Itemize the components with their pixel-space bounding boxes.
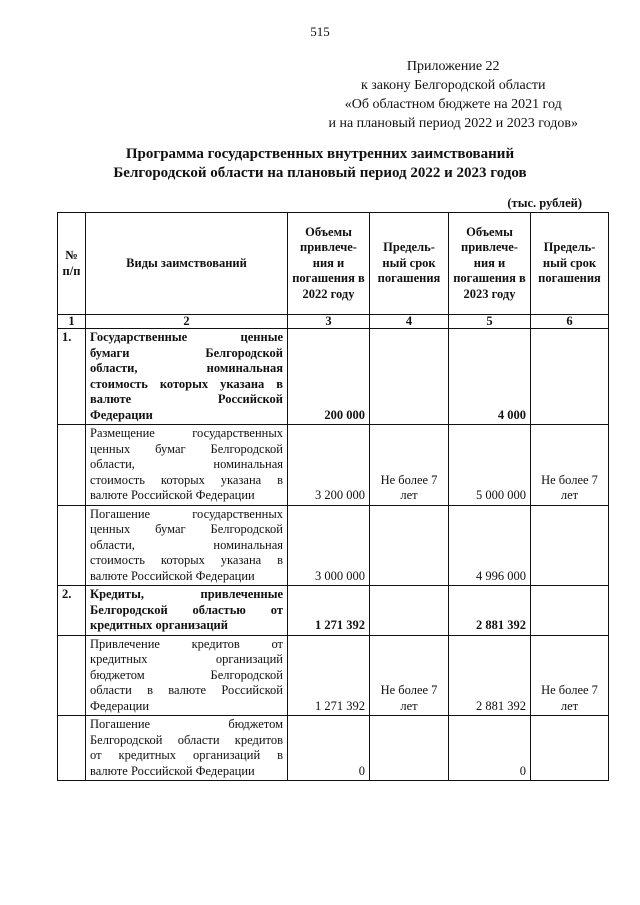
appendix-line: к закону Белгородской области bbox=[360, 78, 546, 93]
column-number-row bbox=[58, 315, 609, 329]
document-title bbox=[0, 145, 640, 183]
borrowing-type bbox=[86, 716, 288, 781]
borrowing-type-line: области, номинальная bbox=[90, 457, 283, 471]
borrowing-type-line: Кредиты, привлеченные bbox=[90, 587, 283, 601]
row-number bbox=[58, 635, 86, 716]
volume-2023: 0 bbox=[449, 716, 531, 781]
borrowing-type-line: Федерации bbox=[90, 698, 150, 713]
volume-2023: 4 996 000 bbox=[449, 505, 531, 586]
header-term-2022: Предель-ный срок погашения bbox=[370, 213, 449, 315]
term-2022 bbox=[370, 329, 449, 425]
column-number: 3 bbox=[288, 315, 370, 329]
borrowing-type-line: стоимость которых указана в bbox=[90, 553, 283, 567]
borrowing-type-line: области, номинальная bbox=[90, 537, 283, 552]
term-2022 bbox=[370, 716, 449, 781]
header-num: № п/п bbox=[58, 213, 86, 315]
column-number: 6 bbox=[531, 315, 609, 329]
borrowing-type bbox=[86, 329, 288, 425]
volume-2022: 3 000 000 bbox=[288, 505, 370, 586]
table-row bbox=[58, 635, 609, 716]
borrowing-type-line: стоимость которых указана в bbox=[90, 472, 283, 487]
borrowing-type-line: кредитных организаций bbox=[90, 652, 283, 666]
borrowing-type-line: Белгородской области кредитов bbox=[90, 732, 283, 747]
title-line: Программа государственных внутренних заимствований bbox=[125, 146, 515, 162]
borrowing-type bbox=[86, 505, 288, 586]
borrowing-type-line: кредитных организаций bbox=[90, 618, 228, 632]
header-term-2023: Предель-ный срок погашения bbox=[531, 213, 609, 315]
borrowing-type-line: валюте Российской Федерации bbox=[90, 488, 255, 502]
term-2023: Не более 7 лет bbox=[531, 425, 609, 506]
term-2023 bbox=[531, 716, 609, 781]
column-number: 4 bbox=[370, 315, 449, 329]
volume-2022: 200 000 bbox=[288, 329, 370, 425]
column-number: 5 bbox=[449, 315, 531, 329]
term-2022: Не более 7 лет bbox=[370, 635, 449, 716]
borrowing-type bbox=[86, 635, 288, 716]
volume-2022: 3 200 000 bbox=[288, 425, 370, 506]
borrowing-type-line: Погашение государственных bbox=[90, 506, 283, 521]
column-number: 2 bbox=[86, 315, 288, 329]
column-number: 1 bbox=[58, 315, 86, 329]
title-line: Белгородской области на плановый период 2022 и 2023 годов bbox=[113, 165, 527, 181]
appendix-line: и на плановый период 2022 и 2023 годов» bbox=[328, 116, 578, 131]
term-2022 bbox=[370, 586, 449, 636]
term-2022: Не более 7 лет bbox=[370, 425, 449, 506]
table-row bbox=[58, 716, 609, 781]
header-row bbox=[58, 213, 609, 315]
page-number: 515 bbox=[310, 24, 330, 39]
row-number bbox=[58, 425, 86, 506]
table-row bbox=[58, 586, 609, 636]
row-number bbox=[58, 505, 86, 586]
volume-2022: 1 271 392 bbox=[288, 586, 370, 636]
borrowing-type-line: Привлечение кредитов от bbox=[90, 636, 283, 651]
borrowing-table bbox=[57, 212, 609, 781]
volume-2023: 5 000 000 bbox=[449, 425, 531, 506]
appendix-header bbox=[328, 57, 578, 133]
row-number bbox=[58, 716, 86, 781]
header-volume-2023: Объемы привлече-ния и погашения в 2023 году bbox=[449, 213, 531, 315]
volume-2023: 2 881 392 bbox=[449, 635, 531, 716]
volume-2022: 0 bbox=[288, 716, 370, 781]
borrowing-type-line: области в валюте Российской bbox=[90, 683, 283, 697]
borrowing-type bbox=[86, 586, 288, 636]
header-type: Виды заимствований bbox=[86, 213, 288, 315]
appendix-line: «Об областном бюджете на 2021 год bbox=[344, 97, 562, 112]
borrowing-type-line: Федерации bbox=[90, 407, 153, 422]
borrowing-type bbox=[86, 425, 288, 506]
appendix-line: Приложение 22 bbox=[406, 59, 500, 74]
borrowing-type-line: валюте Российской Федерации bbox=[90, 763, 255, 778]
borrowing-type-line: от кредитных организаций в bbox=[90, 748, 283, 762]
borrowing-type-line: Белгородской областью от bbox=[90, 602, 283, 617]
term-2023 bbox=[531, 329, 609, 425]
borrowing-type-line: Погашение бюджетом bbox=[90, 717, 283, 731]
term-2022 bbox=[370, 505, 449, 586]
borrowing-type-line: бюджетом Белгородской bbox=[90, 667, 283, 682]
term-2023 bbox=[531, 586, 609, 636]
borrowing-type-line: стоимость которых указана в bbox=[90, 376, 283, 391]
volume-2023: 4 000 bbox=[449, 329, 531, 425]
borrowing-type-line: ценных бумаг Белгородской bbox=[90, 522, 283, 536]
volume-2023: 2 881 392 bbox=[449, 586, 531, 636]
borrowing-type-line: Государственные ценные bbox=[90, 330, 283, 344]
units-label: (тыс. рублей) bbox=[507, 196, 582, 210]
term-2023 bbox=[531, 505, 609, 586]
term-2023: Не более 7 лет bbox=[531, 635, 609, 716]
borrowing-type-line: валюте Российской bbox=[90, 392, 283, 406]
borrowing-type-line: Размещение государственных bbox=[90, 426, 283, 440]
borrowing-type-line: ценных бумаг Белгородской bbox=[90, 441, 283, 456]
borrowing-type-line: валюте Российской Федерации bbox=[90, 568, 255, 583]
borrowing-type-line: области, номинальная bbox=[90, 361, 283, 375]
borrowing-type-line: бумаги Белгородской bbox=[90, 345, 283, 360]
volume-2022: 1 271 392 bbox=[288, 635, 370, 716]
table-row bbox=[58, 329, 609, 425]
header-volume-2022: Объемы привлече-ния и погашения в 2022 году bbox=[288, 213, 370, 315]
table-row bbox=[58, 505, 609, 586]
row-number: 1. bbox=[58, 329, 86, 425]
row-number: 2. bbox=[58, 586, 86, 636]
table-row bbox=[58, 425, 609, 506]
